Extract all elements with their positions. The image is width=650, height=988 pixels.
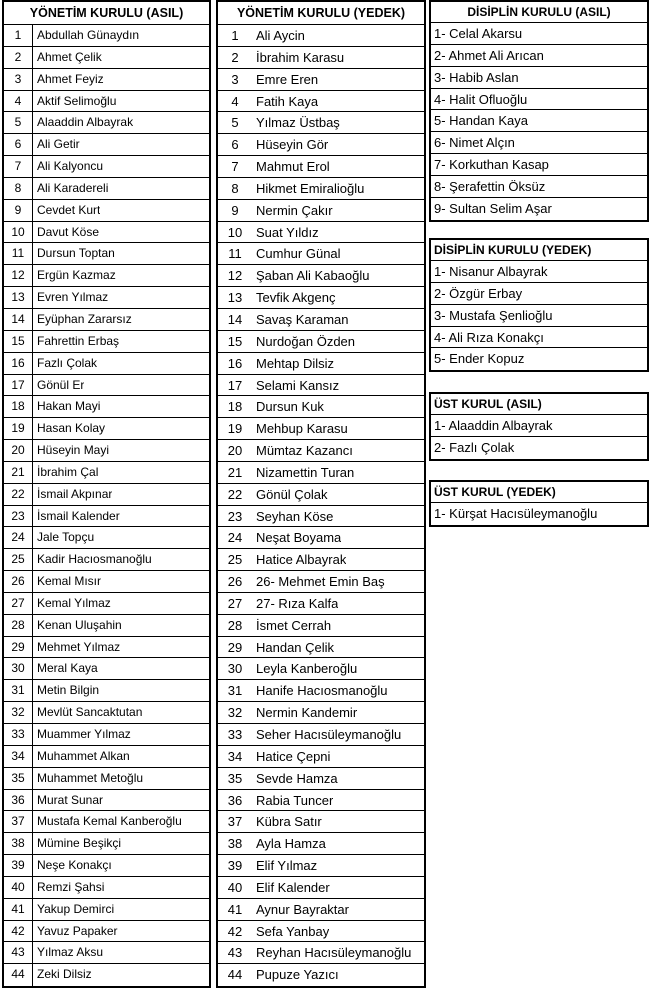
member-name: Muhammet Alkan: [37, 748, 130, 763]
table-row: [4, 899, 209, 921]
member-name: Hatice Çepni: [256, 748, 331, 764]
row-number: 7: [231, 159, 239, 175]
disiplin-asil-rows: [431, 23, 647, 220]
table-row: [4, 440, 209, 462]
list-item: 9- Sultan Selim Aşar: [434, 200, 552, 216]
table-row: [4, 506, 209, 528]
table-row: [218, 680, 424, 702]
member-name: İsmail Kalender: [37, 508, 120, 523]
disiplin-asil-table: [429, 0, 649, 222]
member-name: Hüseyin Gör: [256, 137, 329, 153]
row-number: 43: [4, 942, 33, 963]
row-number: 28: [4, 615, 33, 636]
table-row: [4, 615, 209, 637]
disiplin-yedek-rows: [431, 261, 647, 370]
table-row: [218, 243, 424, 265]
row-number: 23: [4, 506, 33, 527]
table-row: [4, 768, 209, 790]
row-number: 5: [4, 112, 33, 133]
member-name: Kübra Satır: [256, 814, 322, 830]
row-number: 25: [227, 552, 243, 568]
disiplin-asil-title: DİSİPLİN KURULU (ASIL): [431, 2, 647, 23]
table-row: [4, 375, 209, 397]
row-number: 33: [4, 724, 33, 745]
table-row: [218, 309, 424, 331]
member-name: Pupuze Yazıcı: [256, 967, 339, 983]
table-row: [218, 702, 424, 724]
table-row: [4, 200, 209, 222]
member-name: Yavuz Papaker: [37, 923, 118, 938]
member-name: Hikmet Emiralioğlu: [256, 180, 365, 196]
row-number: 38: [227, 836, 243, 852]
row-number: 36: [227, 792, 243, 808]
member-name: Evren Yılmaz: [37, 290, 109, 305]
member-name: Ali Karadereli: [37, 180, 109, 195]
row-number: 13: [4, 287, 33, 308]
row-number: 42: [227, 923, 243, 939]
list-item: 1- Alaaddin Albayrak: [431, 415, 647, 437]
row-number: 40: [227, 879, 243, 895]
row-number: 1: [231, 28, 239, 43]
table-row: [218, 331, 424, 353]
table-row: [218, 833, 424, 855]
member-name: Dursun Kuk: [256, 399, 324, 415]
row-number: 1: [4, 25, 33, 46]
member-name: Suat Yıldız: [256, 224, 319, 240]
list-item: 4- Ali Rıza Konakçı: [431, 327, 647, 349]
table-row: [4, 571, 209, 593]
table-row: [4, 396, 209, 418]
table-row: [218, 921, 424, 943]
member-name: Remzi Şahsi: [37, 879, 105, 894]
member-name: Yılmaz Üstbaş: [256, 115, 340, 131]
table-row: [218, 69, 424, 91]
table-row: [218, 418, 424, 440]
table-row: [218, 964, 424, 986]
table-row: [4, 309, 209, 331]
table-row: [4, 942, 209, 964]
table-row: [218, 637, 424, 659]
table-row: [4, 25, 209, 47]
row-number: 34: [4, 746, 33, 767]
yonetim-asil-title: YÖNETİM KURULU (ASIL): [4, 2, 209, 25]
table-row: [4, 680, 209, 702]
member-name: Handan Çelik: [256, 639, 335, 655]
row-number: 9: [4, 200, 33, 221]
row-number: 17: [4, 375, 33, 396]
member-name: Ahmet Çelik: [37, 49, 102, 64]
row-number: 14: [4, 309, 33, 330]
member-name: 26- Mehmet Emin Baş: [256, 574, 385, 590]
row-number: 2: [231, 49, 239, 65]
member-name: Cevdet Kurt: [37, 202, 101, 217]
member-name: Savaş Karaman: [256, 311, 349, 327]
member-name: Kemal Mısır: [37, 574, 102, 589]
table-row: [4, 222, 209, 244]
member-name: Ali Aycin: [256, 28, 305, 43]
row-number: 4: [4, 91, 33, 112]
table-row: [218, 790, 424, 812]
table-row: [4, 702, 209, 724]
row-number: 25: [4, 549, 33, 570]
table-row: [4, 746, 209, 768]
member-name: Davut Köse: [37, 224, 100, 239]
table-row: [218, 287, 424, 309]
member-name: Nermin Çakır: [256, 202, 333, 218]
row-number: 28: [227, 617, 243, 633]
member-name: İsmail Akpınar: [37, 486, 113, 501]
table-row: [4, 418, 209, 440]
row-number: 8: [231, 180, 239, 196]
member-name: Gönül Çolak: [256, 486, 328, 502]
row-number: 5: [231, 115, 239, 131]
row-number: 35: [4, 768, 33, 789]
table-row: [4, 637, 209, 659]
table-row: [4, 549, 209, 571]
row-number: 24: [4, 527, 33, 548]
row-number: 6: [231, 137, 239, 153]
row-number: 10: [227, 224, 243, 240]
table-row: [218, 112, 424, 134]
member-name: Sefa Yanbay: [256, 923, 330, 939]
table-row: [218, 899, 424, 921]
member-name: Murat Sunar: [37, 792, 104, 807]
table-row: [4, 811, 209, 833]
row-number: 44: [227, 967, 243, 983]
row-number: 39: [4, 855, 33, 876]
member-name: Mümine Beşikçi: [37, 836, 122, 851]
table-row: [4, 331, 209, 353]
row-number: 14: [227, 311, 243, 327]
row-number: 37: [4, 811, 33, 832]
table-row: [218, 222, 424, 244]
row-number: 10: [4, 222, 33, 243]
yonetim-yedek-rows: [218, 25, 424, 986]
table-row: [218, 877, 424, 899]
table-row: [4, 243, 209, 265]
table-row: [4, 287, 209, 309]
table-row: [218, 353, 424, 375]
yonetim-asil-rows: [4, 25, 209, 986]
table-row: [218, 396, 424, 418]
member-name: Hanife Hacıosmanoğlu: [256, 683, 388, 699]
ust-asil-rows: [431, 415, 647, 459]
row-number: 29: [227, 639, 243, 655]
member-name: Sevde Hamza: [256, 770, 338, 786]
list-item: 2- Özgür Erbay: [431, 283, 647, 305]
row-number: 32: [227, 705, 243, 721]
row-number: 23: [227, 508, 243, 524]
table-row: [218, 91, 424, 113]
row-number: 27: [227, 595, 243, 611]
member-name: İbrahim Çal: [37, 464, 99, 479]
row-number: 26: [4, 571, 33, 592]
row-number: 31: [4, 680, 33, 701]
row-number: 20: [227, 443, 243, 459]
member-name: Seyhan Köse: [256, 508, 334, 524]
list-item: 5- Handan Kaya: [431, 110, 647, 132]
table-row: [4, 353, 209, 375]
list-item: 1- Celal Akarsu: [431, 23, 647, 45]
member-name: Muhammet Metoğlu: [37, 770, 144, 785]
row-number: 40: [4, 877, 33, 898]
member-name: Fazlı Çolak: [37, 355, 98, 370]
row-number: 17: [227, 377, 243, 393]
row-number: 22: [4, 484, 33, 505]
table-row: [4, 527, 209, 549]
member-name: Rabia Tuncer: [256, 792, 334, 808]
row-number: 27: [4, 593, 33, 614]
yonetim-asil-table: [2, 0, 211, 988]
ust-yedek-table: [429, 480, 649, 527]
row-number: 15: [4, 331, 33, 352]
member-name: Alaaddin Albayrak: [37, 115, 134, 130]
table-row: [4, 658, 209, 680]
table-row: [218, 484, 424, 506]
table-row: [218, 571, 424, 593]
yonetim-yedek-table: [216, 0, 426, 988]
table-row: [218, 724, 424, 746]
member-name: Emre Eren: [256, 71, 319, 87]
member-name: Fatih Kaya: [256, 93, 319, 109]
table-row: [4, 69, 209, 91]
row-number: 41: [4, 899, 33, 920]
table-row: [4, 91, 209, 113]
table-row: [218, 506, 424, 528]
member-name: Jale Topçu: [37, 530, 95, 545]
list-item: 1- Nisanur Albayrak: [431, 261, 647, 283]
member-name: Fahrettin Erbaş: [37, 333, 120, 348]
row-number: 22: [227, 486, 243, 502]
row-number: 9: [231, 202, 239, 218]
member-name: İbrahim Karasu: [256, 49, 345, 65]
table-row: [218, 47, 424, 69]
list-item: 5- Ender Kopuz: [434, 351, 525, 367]
row-number: 44: [4, 964, 33, 986]
ust-asil-title: ÜST KURUL (ASIL): [431, 394, 647, 415]
table-row: [218, 768, 424, 790]
row-number: 3: [4, 69, 33, 90]
row-number: 8: [4, 178, 33, 199]
list-item: 7- Korkuthan Kasap: [431, 154, 647, 176]
member-name: Ergün Kazmaz: [37, 268, 116, 283]
table-row: [4, 484, 209, 506]
row-number: 21: [227, 464, 243, 480]
member-name: Kadir Hacıosmanoğlu: [37, 552, 152, 567]
member-name: Kenan Uluşahin: [37, 617, 122, 632]
member-name: İsmet Cerrah: [256, 617, 332, 633]
row-number: 24: [227, 530, 243, 546]
table-row: [218, 134, 424, 156]
member-name: Hüseyin Mayi: [37, 443, 110, 458]
list-item: 8- Şerafettin Öksüz: [431, 176, 647, 198]
table-row: [218, 615, 424, 637]
row-number: 39: [227, 858, 243, 874]
member-name: Nermin Kandemir: [256, 705, 358, 721]
member-name: Mevlüt Sancaktutan: [37, 705, 143, 720]
member-name: Neşe Konakçı: [37, 858, 112, 873]
table-row: [218, 658, 424, 680]
row-number: 4: [231, 93, 239, 109]
member-name: Elif Yılmaz: [256, 858, 318, 874]
table-row: [218, 200, 424, 222]
member-name: Hatice Albayrak: [256, 552, 347, 568]
table-row: [218, 462, 424, 484]
row-number: 12: [4, 265, 33, 286]
member-name: Mümtaz Kazancı: [256, 443, 353, 459]
table-row: [218, 440, 424, 462]
row-number: 31: [227, 683, 243, 699]
table-row: [218, 855, 424, 877]
member-name: Abdullah Günaydın: [37, 28, 140, 42]
member-name: Reyhan Hacısüleymanoğlu: [256, 945, 412, 961]
table-row: [4, 724, 209, 746]
list-item: 6- Nimet Alçın: [431, 132, 647, 154]
table-row: [218, 265, 424, 287]
row-number: 16: [4, 353, 33, 374]
member-name: Tevfik Akgenç: [256, 290, 336, 306]
table-row: [4, 877, 209, 899]
member-name: Hakan Mayi: [37, 399, 101, 414]
member-name: Mehtap Dilsiz: [256, 355, 335, 371]
row-number: 42: [4, 921, 33, 942]
disiplin-yedek-title: DİSİPLİN KURULU (YEDEK): [431, 240, 647, 261]
row-number: 15: [227, 333, 243, 349]
table-row: [4, 462, 209, 484]
member-name: Metin Bilgin: [37, 683, 100, 698]
row-number: 18: [227, 399, 243, 415]
member-name: Mehmet Yılmaz: [37, 639, 121, 654]
row-number: 3: [231, 71, 239, 87]
member-name: Ayla Hamza: [256, 836, 326, 852]
member-name: Leyla Kanberoğlu: [256, 661, 358, 677]
row-number: 29: [4, 637, 33, 658]
list-item: 3- Mustafa Şenlioğlu: [431, 305, 647, 327]
member-name: Neşat Boyama: [256, 530, 342, 546]
member-name: Ali Getir: [37, 137, 80, 152]
table-row: [4, 790, 209, 812]
table-row: [218, 593, 424, 615]
member-name: Mahmut Erol: [256, 159, 330, 175]
row-number: 20: [4, 440, 33, 461]
table-row: [218, 746, 424, 768]
list-item: 2- Ahmet Ali Arıcan: [431, 45, 647, 67]
list-item: 1- Kürşat Hacısüleymanoğlu: [434, 506, 598, 521]
member-name: Şaban Ali Kabaoğlu: [256, 268, 370, 284]
table-row: [218, 942, 424, 964]
row-number: 7: [4, 156, 33, 177]
member-name: Yakup Demirci: [37, 901, 115, 916]
member-name: Cumhur Günal: [256, 246, 341, 262]
row-number: 11: [228, 246, 242, 262]
member-name: 27- Rıza Kalfa: [256, 595, 339, 611]
row-number: 13: [227, 290, 243, 306]
row-number: 30: [4, 658, 33, 679]
row-number: 18: [4, 396, 33, 417]
member-name: Eyüphan Zararsız: [37, 311, 132, 326]
member-name: Zeki Dilsiz: [37, 967, 92, 982]
row-number: 16: [227, 355, 243, 371]
table-row: [4, 921, 209, 943]
list-item: 3- Habib Aslan: [431, 67, 647, 89]
table-row: [4, 134, 209, 156]
row-number: 43: [227, 945, 243, 961]
yonetim-yedek-title: YÖNETİM KURULU (YEDEK): [218, 2, 424, 25]
member-name: Seher Hacısüleymanoğlu: [256, 727, 402, 742]
row-number: 30: [227, 661, 243, 677]
member-name: Yılmaz Aksu: [37, 945, 104, 960]
table-row: [218, 549, 424, 571]
row-number: 2: [4, 47, 33, 68]
row-number: 19: [227, 421, 243, 437]
table-row: [4, 178, 209, 200]
row-number: 11: [4, 243, 33, 264]
member-name: Hasan Kolay: [37, 421, 106, 436]
member-name: Elif Kalender: [256, 879, 330, 895]
row-number: 26: [227, 574, 243, 590]
list-item: 2- Fazlı Çolak: [434, 439, 515, 455]
table-row: [4, 112, 209, 134]
member-name: Meral Kaya: [37, 661, 98, 676]
member-name: Ali Kalyoncu: [37, 159, 104, 174]
member-name: Mustafa Kemal Kanberoğlu: [37, 814, 182, 829]
member-name: Gönül Er: [37, 377, 85, 392]
member-name: Dursun Toptan: [37, 246, 115, 261]
member-name: Muammer Yılmaz: [37, 727, 131, 741]
table-row: [218, 375, 424, 397]
member-name: Aktif Selimoğlu: [37, 93, 117, 108]
row-number: 37: [227, 814, 243, 830]
table-row: [218, 156, 424, 178]
row-number: 21: [4, 462, 33, 483]
table-row: [218, 527, 424, 549]
table-row: [218, 178, 424, 200]
member-name: Mehbup Karasu: [256, 421, 348, 437]
table-row: [4, 156, 209, 178]
member-name: Kemal Yılmaz: [37, 595, 111, 610]
table-row: [4, 855, 209, 877]
row-number: 12: [227, 268, 243, 284]
ust-yedek-rows: [431, 503, 647, 525]
row-number: 32: [4, 702, 33, 723]
table-row: [4, 47, 209, 69]
ust-asil-table: [429, 392, 649, 461]
table-row: [218, 811, 424, 833]
member-name: Aynur Bayraktar: [256, 901, 349, 917]
member-name: Ahmet Feyiz: [37, 71, 104, 86]
table-row: [4, 964, 209, 986]
row-number: 38: [4, 833, 33, 854]
member-name: Nurdoğan Özden: [256, 333, 356, 349]
list-item: 4- Halit Ofluoğlu: [431, 89, 647, 111]
row-number: 34: [227, 748, 243, 764]
table-row: [218, 25, 424, 47]
row-number: 41: [227, 901, 243, 917]
row-number: 19: [4, 418, 33, 439]
row-number: 33: [227, 727, 243, 742]
row-number: 6: [4, 134, 33, 155]
table-row: [4, 593, 209, 615]
row-number: 36: [4, 790, 33, 811]
row-number: 35: [227, 770, 243, 786]
table-row: [4, 833, 209, 855]
ust-yedek-title: ÜST KURUL (YEDEK): [431, 482, 647, 503]
member-name: Nizamettin Turan: [256, 464, 355, 480]
table-row: [4, 265, 209, 287]
member-name: Selami Kansız: [256, 377, 340, 393]
disiplin-yedek-table: [429, 238, 649, 372]
